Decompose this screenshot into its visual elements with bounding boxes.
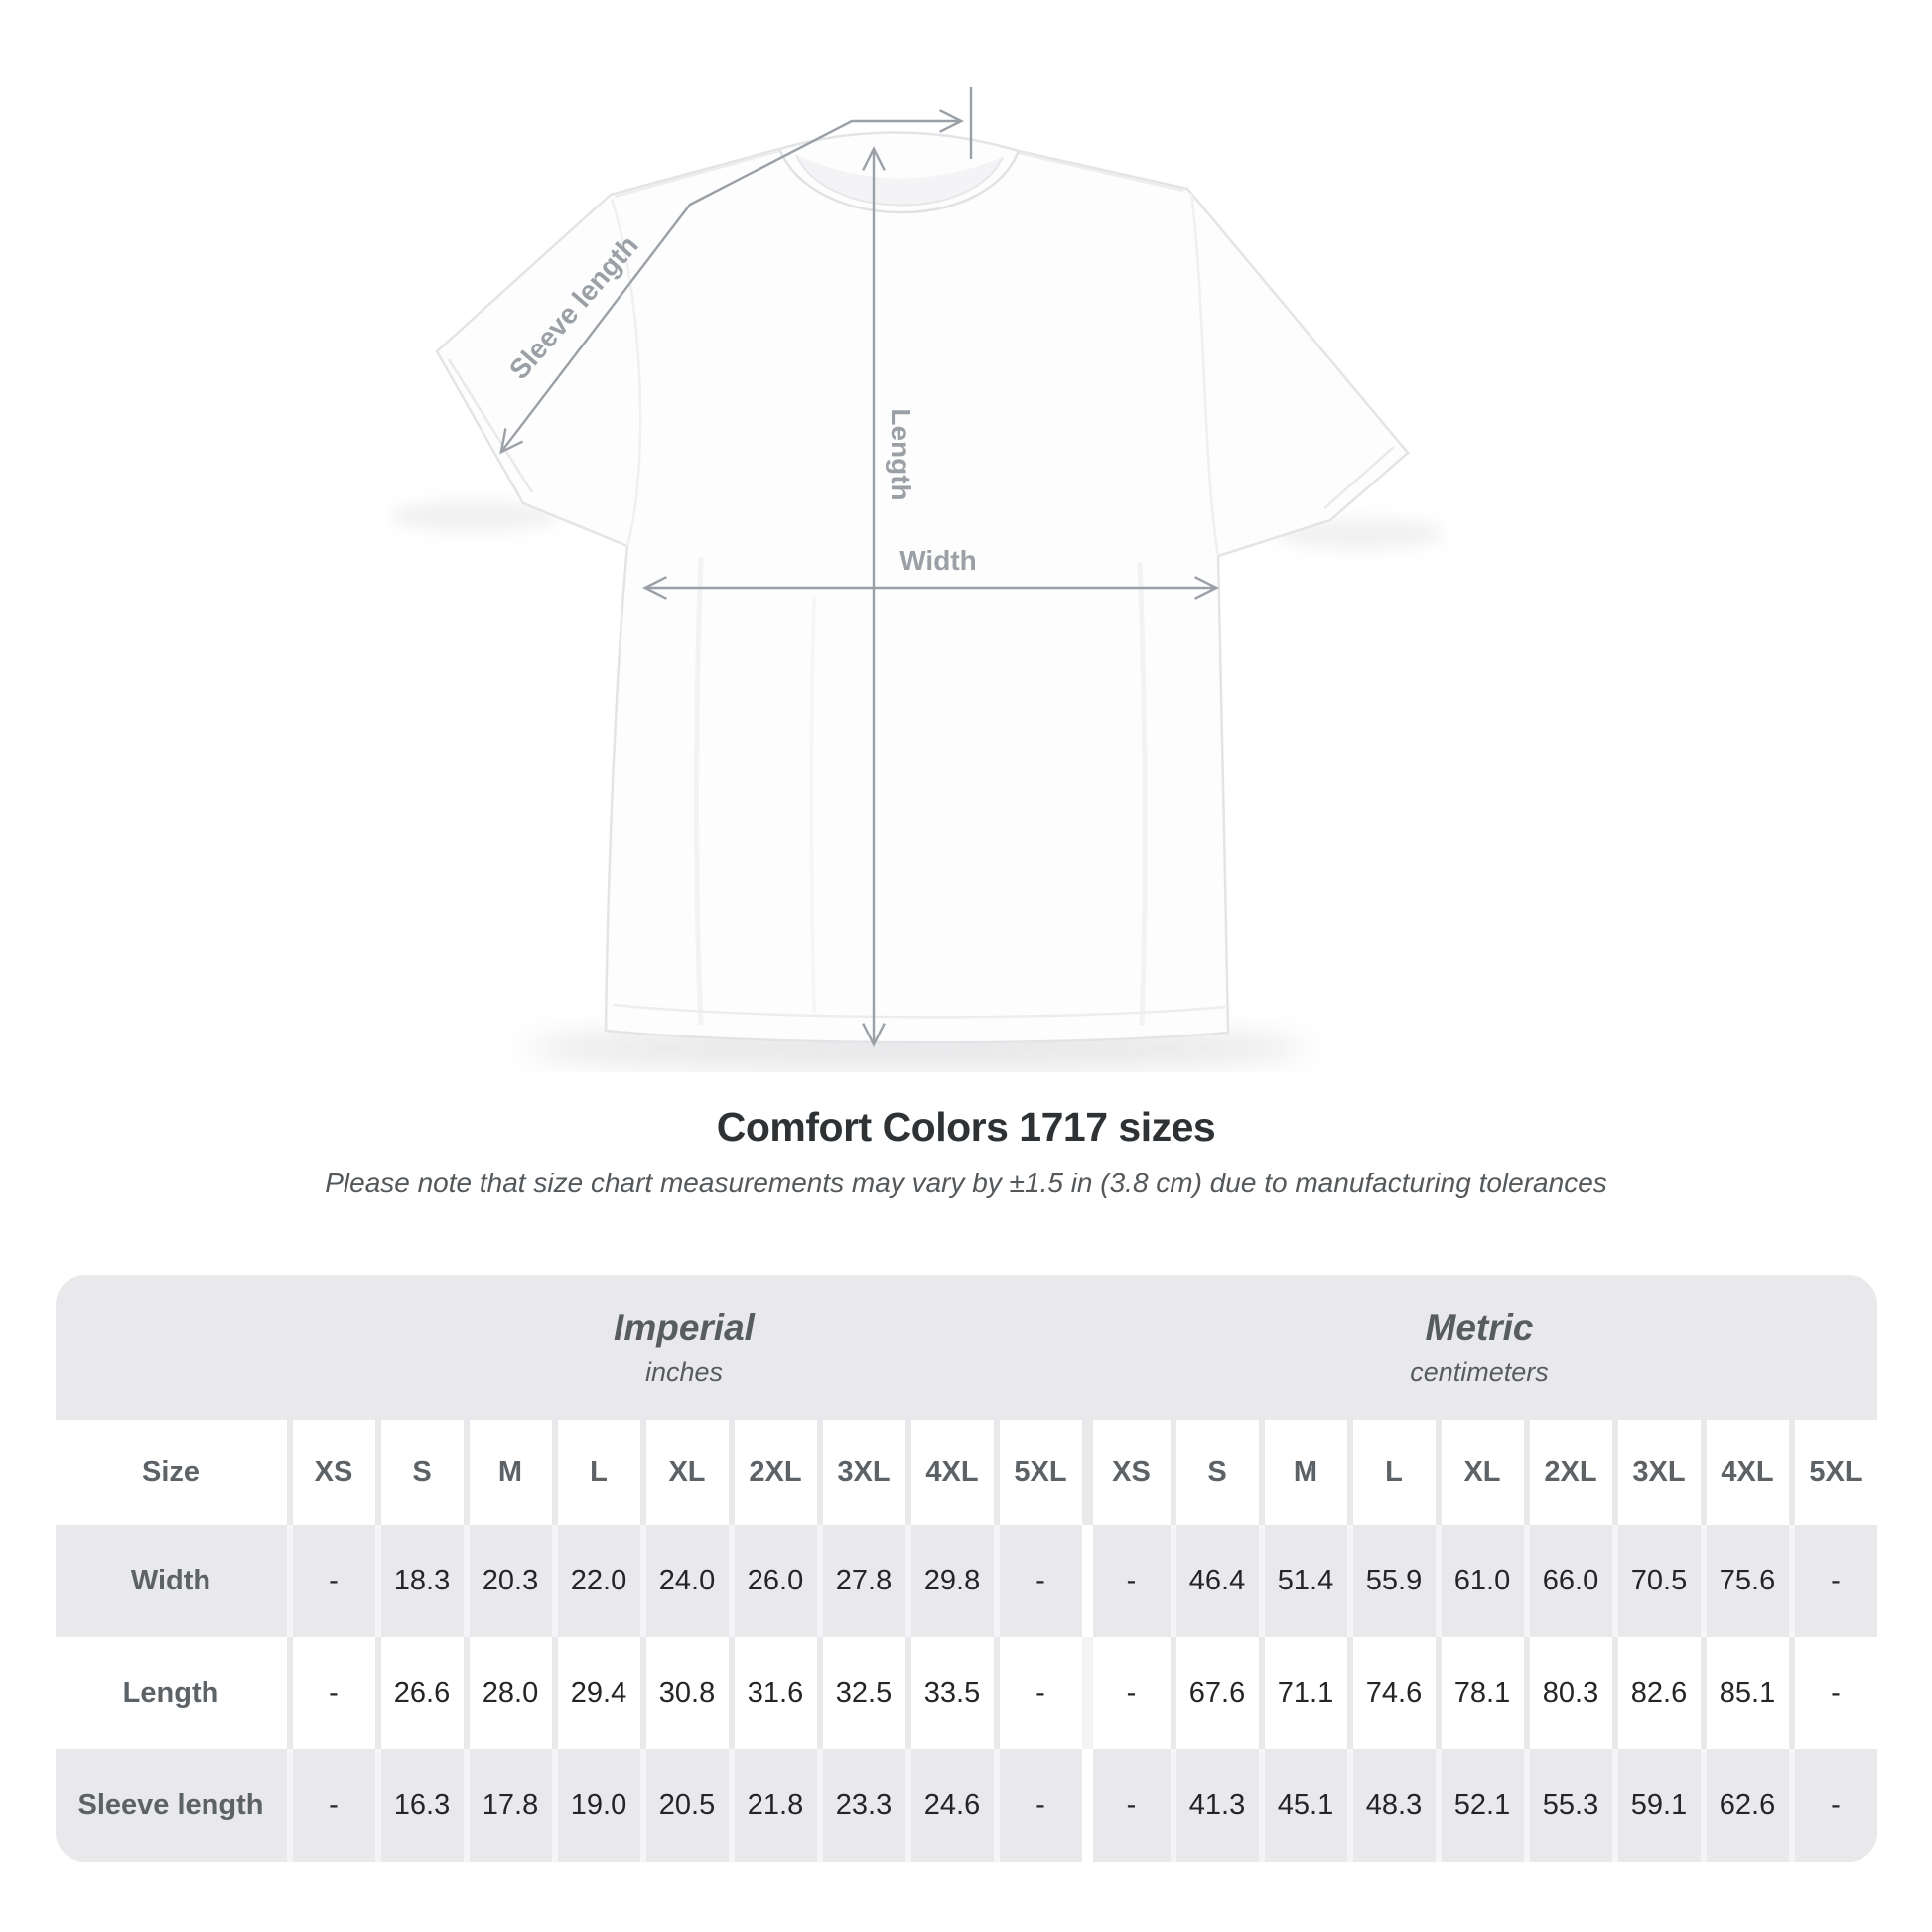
value-cell: 16.3 (375, 1749, 464, 1862)
value-cell: - (1082, 1525, 1171, 1637)
col-metric-4xl: 4XL (1701, 1420, 1789, 1525)
value-cell: 20.3 (464, 1525, 552, 1637)
col-imperial-xs: XS (287, 1420, 375, 1525)
value-cell: 17.8 (464, 1749, 552, 1862)
value-cell: 20.5 (640, 1749, 729, 1862)
row-label: Width (56, 1525, 287, 1637)
col-imperial-xl: XL (640, 1420, 729, 1525)
length-label: Length (886, 408, 916, 501)
col-metric-m: M (1259, 1420, 1347, 1525)
value-cell: 75.6 (1701, 1525, 1789, 1637)
value-cell: 31.6 (729, 1637, 817, 1749)
value-cell: 29.4 (552, 1637, 640, 1749)
value-cell: 23.3 (817, 1749, 905, 1862)
value-cell: 71.1 (1259, 1637, 1347, 1749)
value-cell: 52.1 (1436, 1749, 1524, 1862)
value-cell: 18.3 (375, 1525, 464, 1637)
value-cell: 82.6 (1612, 1637, 1701, 1749)
col-imperial-5xl: 5XL (994, 1420, 1082, 1525)
value-cell: 26.6 (375, 1637, 464, 1749)
col-metric-s: S (1171, 1420, 1259, 1525)
metric-title: Metric (1425, 1307, 1534, 1348)
imperial-unit: inches (644, 1356, 724, 1387)
value-cell: 33.5 (905, 1637, 994, 1749)
value-cell: - (287, 1749, 375, 1862)
page-title: Comfort Colors 1717 sizes (716, 1104, 1216, 1150)
row-label: Length (56, 1637, 287, 1749)
value-cell: 67.6 (1171, 1637, 1259, 1749)
value-cell: 21.8 (729, 1749, 817, 1862)
value-cell: - (994, 1749, 1082, 1862)
table-row-width (56, 1525, 1877, 1637)
size-column-header: Size (56, 1420, 287, 1525)
value-cell: 74.6 (1347, 1637, 1436, 1749)
value-cell: 24.6 (905, 1749, 994, 1862)
value-cell: 61.0 (1436, 1525, 1524, 1637)
value-cell: - (1082, 1749, 1171, 1862)
value-cell: - (1789, 1637, 1877, 1749)
col-metric-l: L (1347, 1420, 1436, 1525)
value-cell: - (287, 1637, 375, 1749)
col-imperial-2xl: 2XL (729, 1420, 817, 1525)
imperial-section-header (287, 1275, 1082, 1420)
value-cell: 78.1 (1436, 1637, 1524, 1749)
table-row-length (56, 1637, 1877, 1749)
col-imperial-4xl: 4XL (905, 1420, 994, 1525)
value-cell: 48.3 (1347, 1749, 1436, 1862)
value-cell: 27.8 (817, 1525, 905, 1637)
value-cell: 22.0 (552, 1525, 640, 1637)
unit-band-spacer (56, 1275, 287, 1420)
col-imperial-m: M (464, 1420, 552, 1525)
value-cell: 19.0 (552, 1749, 640, 1862)
value-cell: 30.8 (640, 1637, 729, 1749)
value-cell: 41.3 (1171, 1749, 1259, 1862)
value-cell: 59.1 (1612, 1749, 1701, 1862)
col-imperial-l: L (552, 1420, 640, 1525)
title-block (0, 1102, 1932, 1201)
unit-band (56, 1275, 1877, 1420)
value-cell: - (994, 1525, 1082, 1637)
metric-unit: centimeters (1410, 1356, 1549, 1387)
row-label: Sleeve length (56, 1749, 287, 1862)
size-header-row (56, 1420, 1877, 1525)
col-metric-5xl: 5XL (1789, 1420, 1877, 1525)
col-imperial-3xl: 3XL (817, 1420, 905, 1525)
value-cell: 32.5 (817, 1637, 905, 1749)
value-cell: 70.5 (1612, 1525, 1701, 1637)
value-cell: 26.0 (729, 1525, 817, 1637)
col-metric-2xl: 2XL (1524, 1420, 1612, 1525)
value-cell: 46.4 (1171, 1525, 1259, 1637)
imperial-title: Imperial (614, 1307, 755, 1348)
value-cell: 62.6 (1701, 1749, 1789, 1862)
sleeve-length-label: Sleeve length (502, 229, 644, 386)
value-cell: 55.9 (1347, 1525, 1436, 1637)
width-label: Width (899, 545, 977, 576)
value-cell: 66.0 (1524, 1525, 1612, 1637)
value-cell: - (1082, 1637, 1171, 1749)
tolerance-note: Please note that size chart measurements may vary by ±1.5 in (3.8 cm) due to manufacturing tolerances (325, 1168, 1607, 1198)
col-metric-xl: XL (1436, 1420, 1524, 1525)
value-cell: - (994, 1637, 1082, 1749)
value-cell: - (287, 1525, 375, 1637)
value-cell: - (1789, 1525, 1877, 1637)
size-table (56, 1275, 1877, 1862)
col-imperial-s: S (375, 1420, 464, 1525)
value-cell: 45.1 (1259, 1749, 1347, 1862)
value-cell: 80.3 (1524, 1637, 1612, 1749)
value-cell: 51.4 (1259, 1525, 1347, 1637)
col-metric-3xl: 3XL (1612, 1420, 1701, 1525)
table-row-sleeve-length (56, 1749, 1877, 1862)
value-cell: 28.0 (464, 1637, 552, 1749)
value-cell: - (1789, 1749, 1877, 1862)
value-cell: 85.1 (1701, 1637, 1789, 1749)
value-cell: 29.8 (905, 1525, 994, 1637)
metric-section-header (1082, 1275, 1877, 1420)
value-cell: 55.3 (1524, 1749, 1612, 1862)
value-cell: 24.0 (640, 1525, 729, 1637)
col-metric-xs: XS (1082, 1420, 1171, 1525)
